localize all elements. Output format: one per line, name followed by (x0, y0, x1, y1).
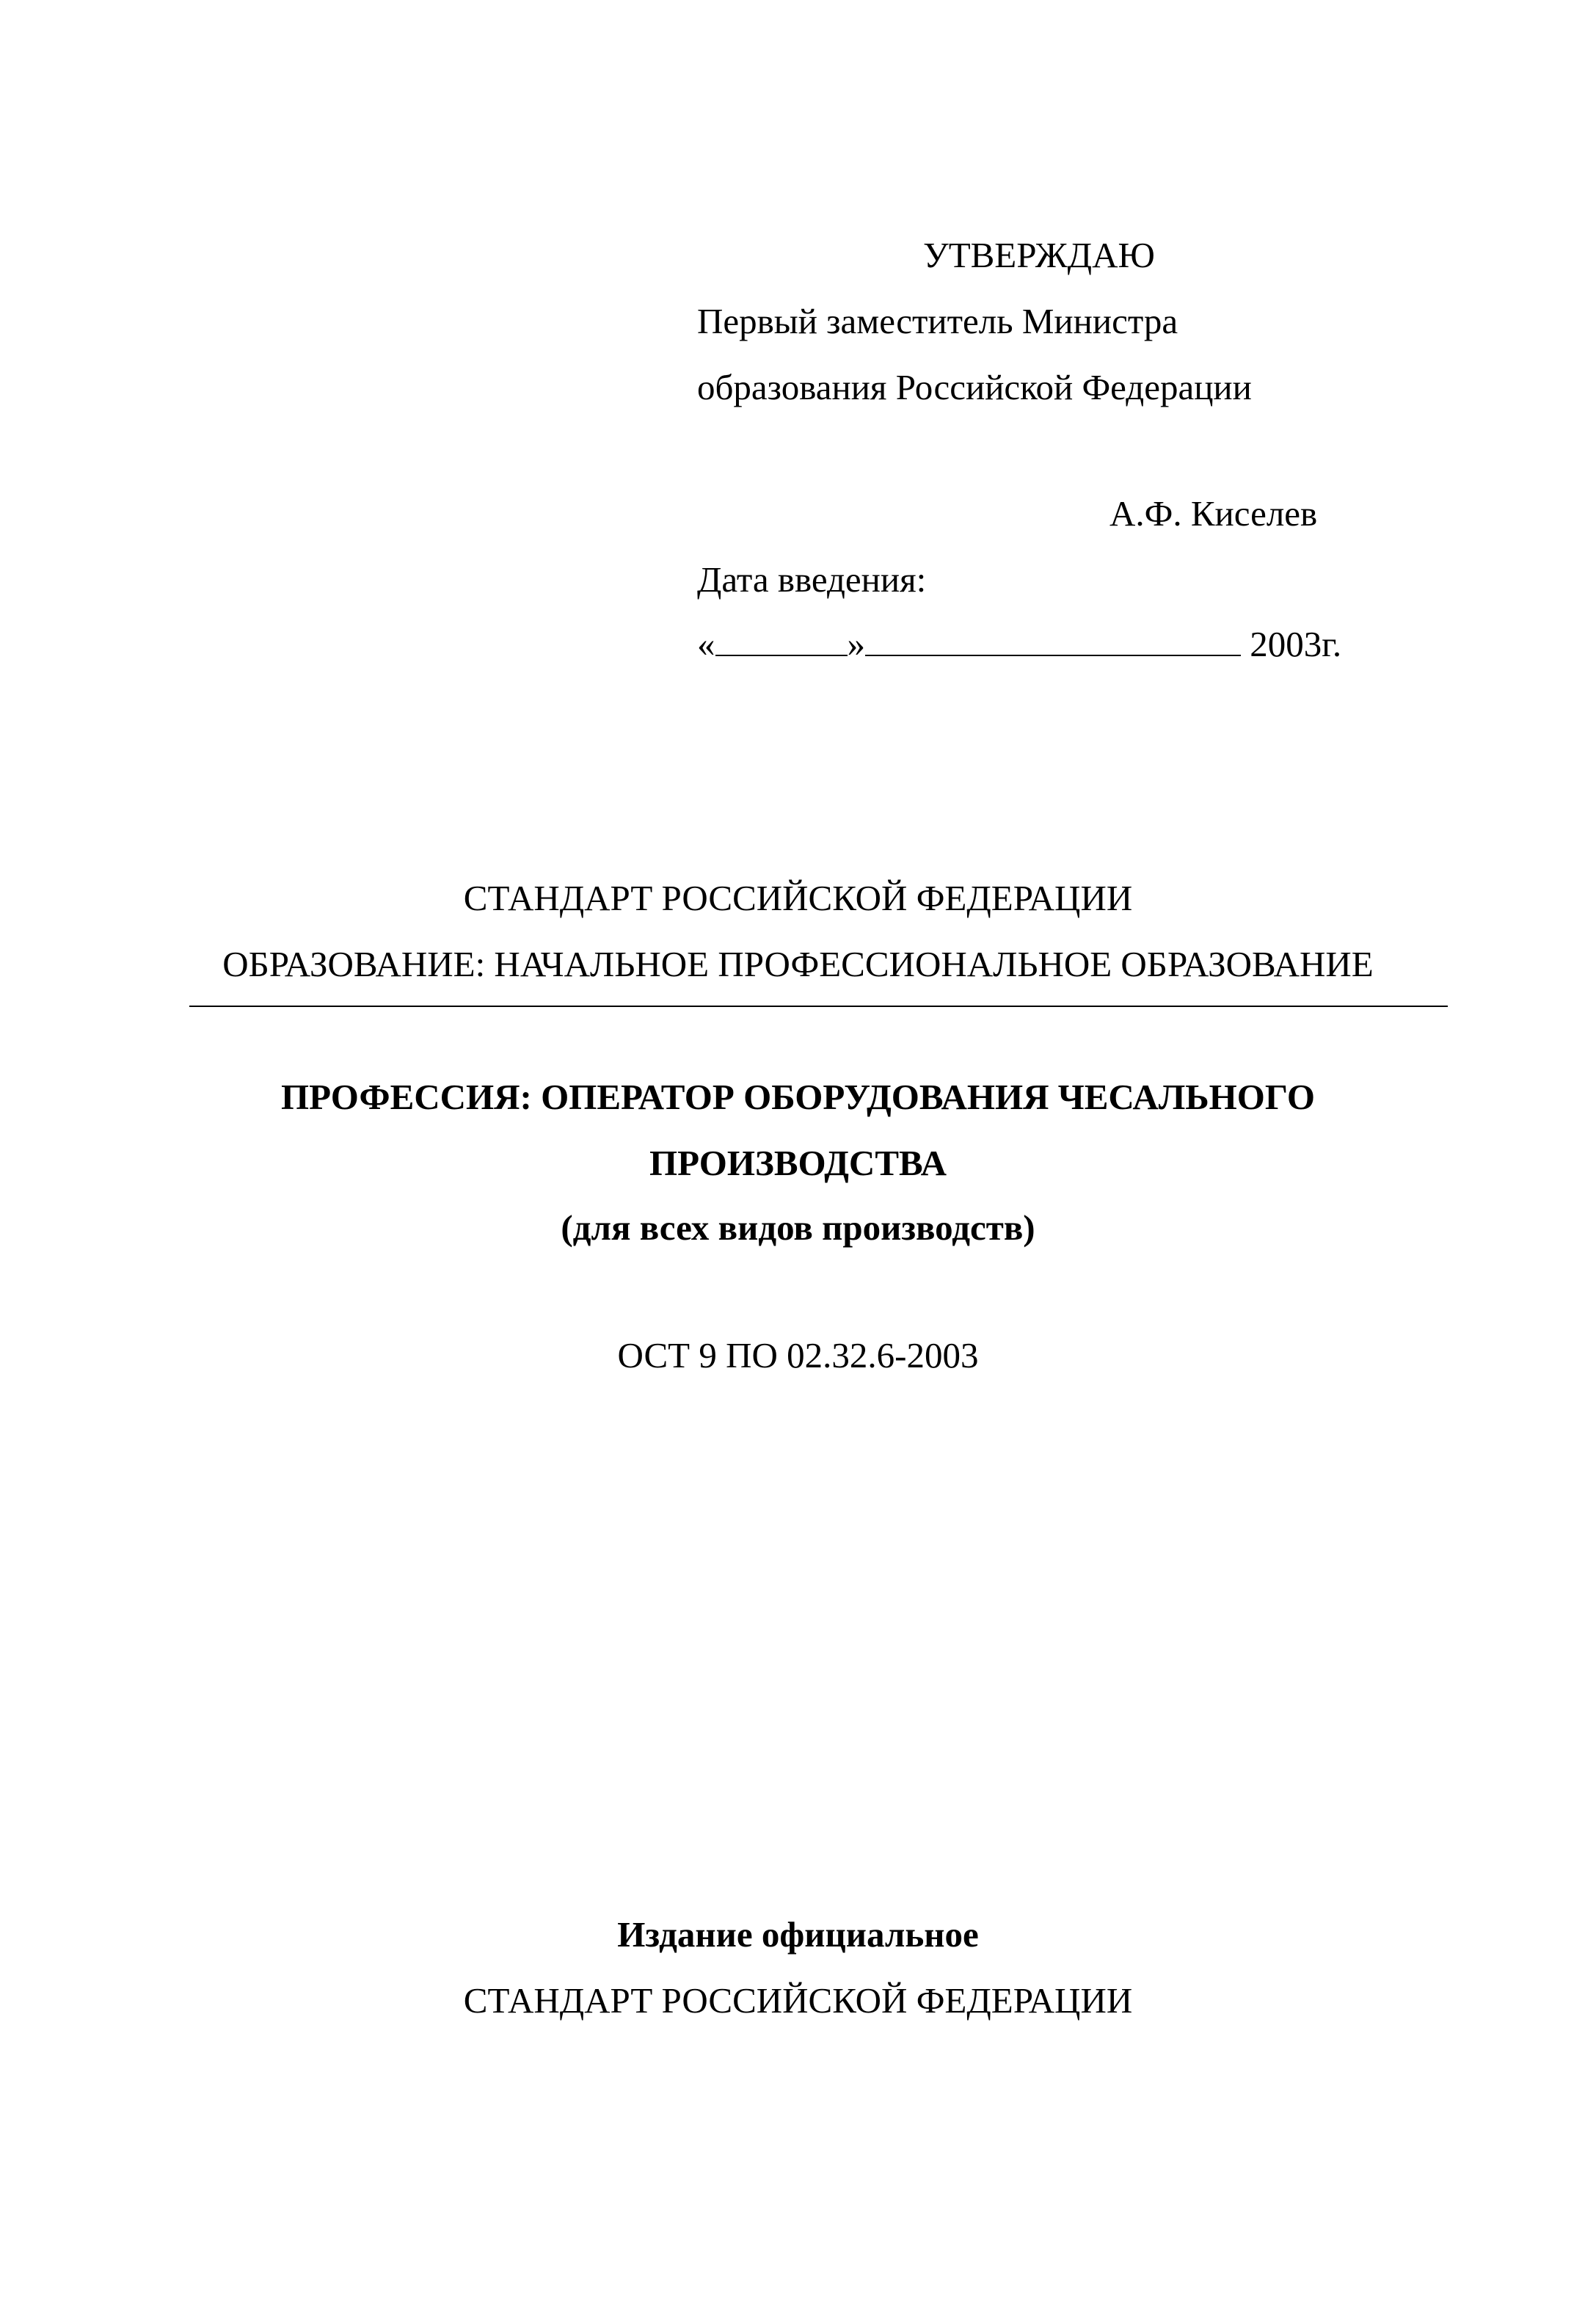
date-month-blank (865, 622, 1241, 656)
profession-line1: ПРОФЕССИЯ: ОПЕРАТОР ОБОРУДОВАНИЯ ЧЕСАЛЬНОГО (281, 1077, 1315, 1117)
footer-standard-title: СТАНДАРТ РОССИЙСКОЙ ФЕДЕРАЦИИ (463, 1980, 1133, 2021)
approval-date-label: Дата введения: (697, 559, 927, 600)
approval-signatory: А.Ф. Киселев (1109, 493, 1318, 534)
edition-note: Издание официальное (617, 1914, 979, 1955)
approval-position-line1: Первый заместитель Министра (697, 301, 1178, 341)
profession-scope: (для всех видов производств) (561, 1207, 1035, 1248)
education-field: ОБРАЗОВАНИЕ: НАЧАЛЬНОЕ ПРОФЕССИОНАЛЬНОЕ ОБРАЗОВАНИЕ (222, 944, 1374, 984)
approval-position-line2: образования Российской Федерации (697, 367, 1252, 407)
date-day-blank (715, 622, 848, 656)
date-close-quote: » (847, 624, 865, 664)
approval-heading: УТВЕРЖДАЮ (923, 235, 1155, 275)
date-open-quote: « (697, 624, 715, 664)
profession-line2: ПРОИЗВОДСТВА (649, 1143, 947, 1183)
standard-designation: ОСТ 9 ПО 02.32.6-2003 (617, 1335, 979, 1375)
date-year: 2003г. (1250, 624, 1342, 664)
header-divider (189, 1006, 1448, 1007)
approval-date-line (697, 622, 1341, 666)
standard-title: СТАНДАРТ РОССИЙСКОЙ ФЕДЕРАЦИИ (463, 878, 1133, 918)
